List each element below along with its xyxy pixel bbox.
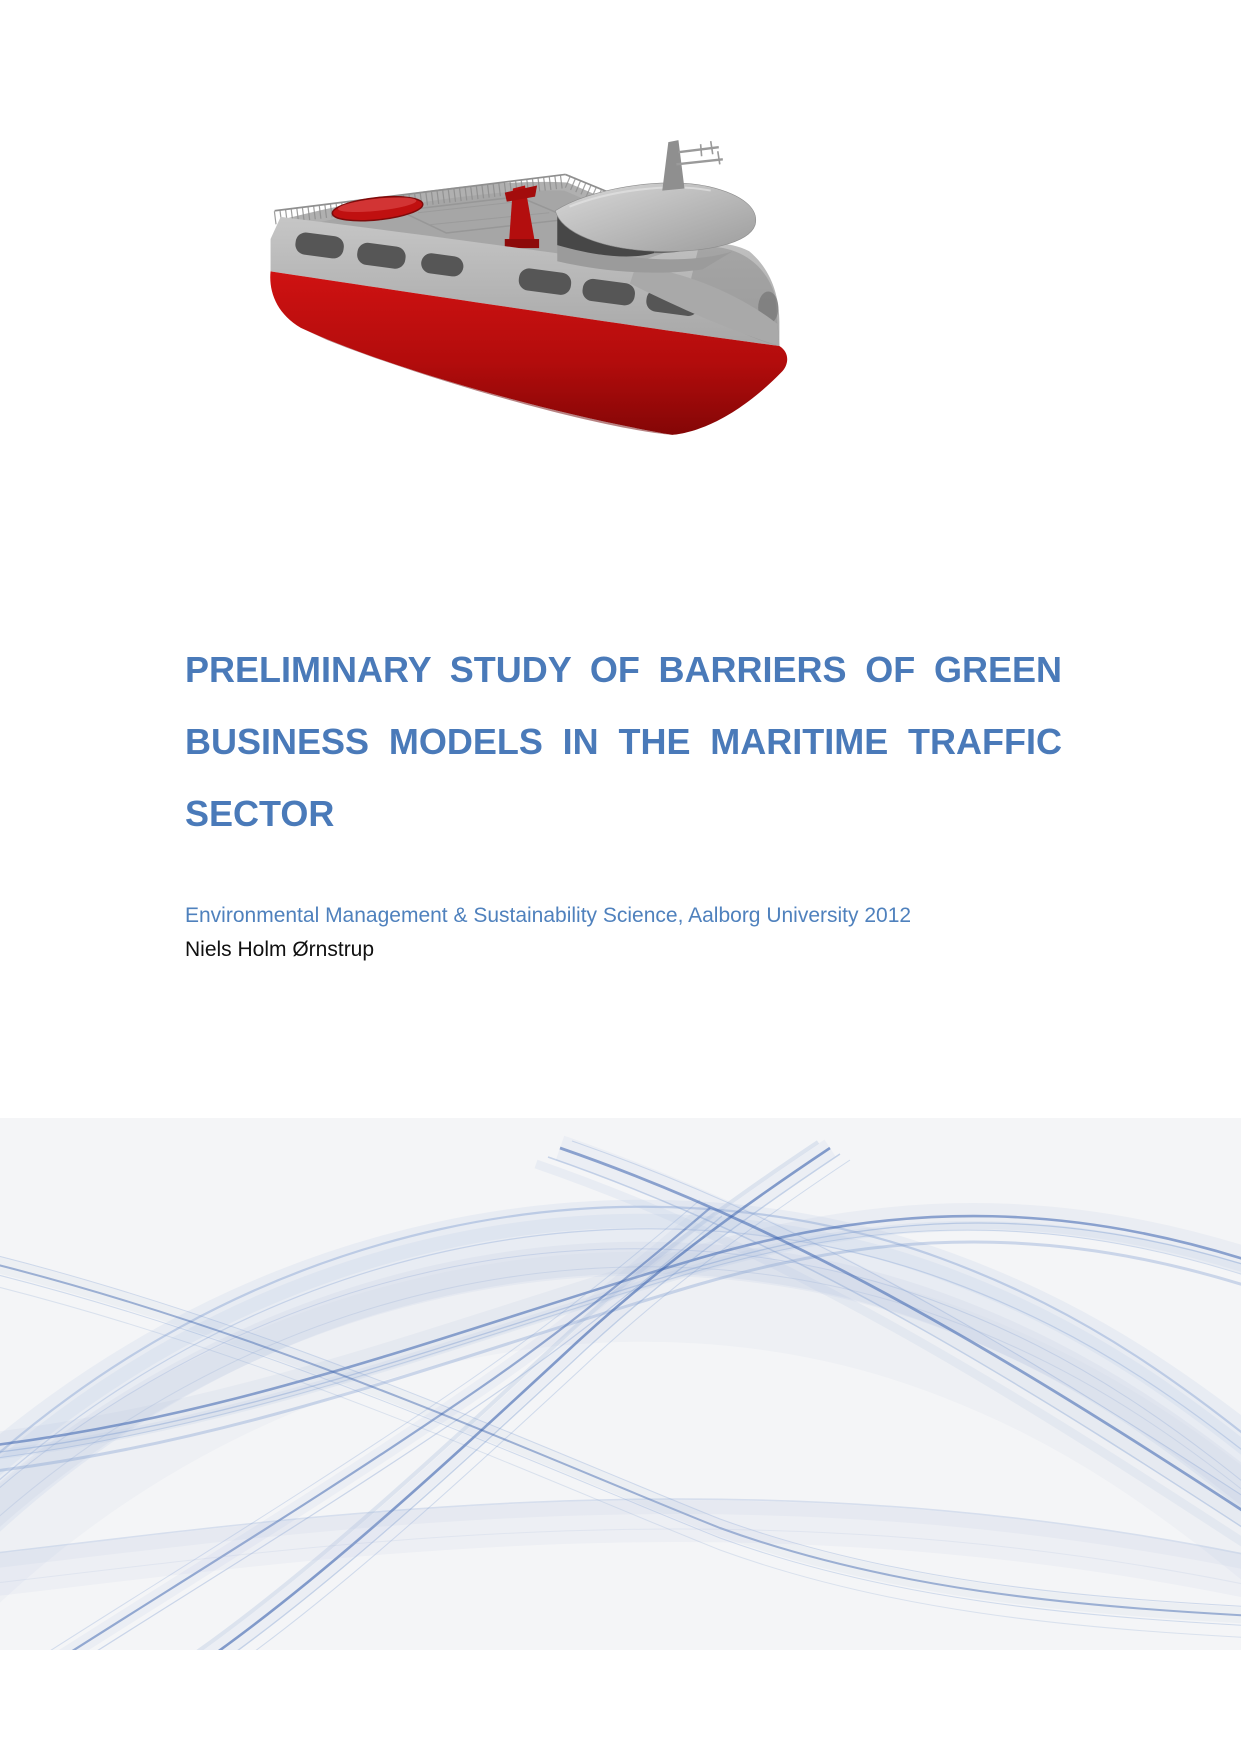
footer-wave-band bbox=[0, 1118, 1241, 1650]
title-line-2: BUSINESS MODELS IN THE MARITIME TRAFFIC bbox=[185, 721, 1062, 762]
subtitle: Environmental Management & Sustainability Science, Aalborg University 2012 bbox=[185, 904, 912, 927]
author-name: Niels Holm Ørnstrup bbox=[185, 938, 375, 961]
title-line-3: SECTOR bbox=[185, 793, 335, 834]
ferry-illustration bbox=[266, 130, 792, 448]
title bbox=[185, 634, 1062, 850]
blue-wave-graphic bbox=[0, 1118, 1241, 1650]
title-line-1: PRELIMINARY STUDY OF BARRIERS OF GREEN bbox=[185, 649, 1062, 690]
ferry-3d-render-svg bbox=[266, 130, 792, 448]
